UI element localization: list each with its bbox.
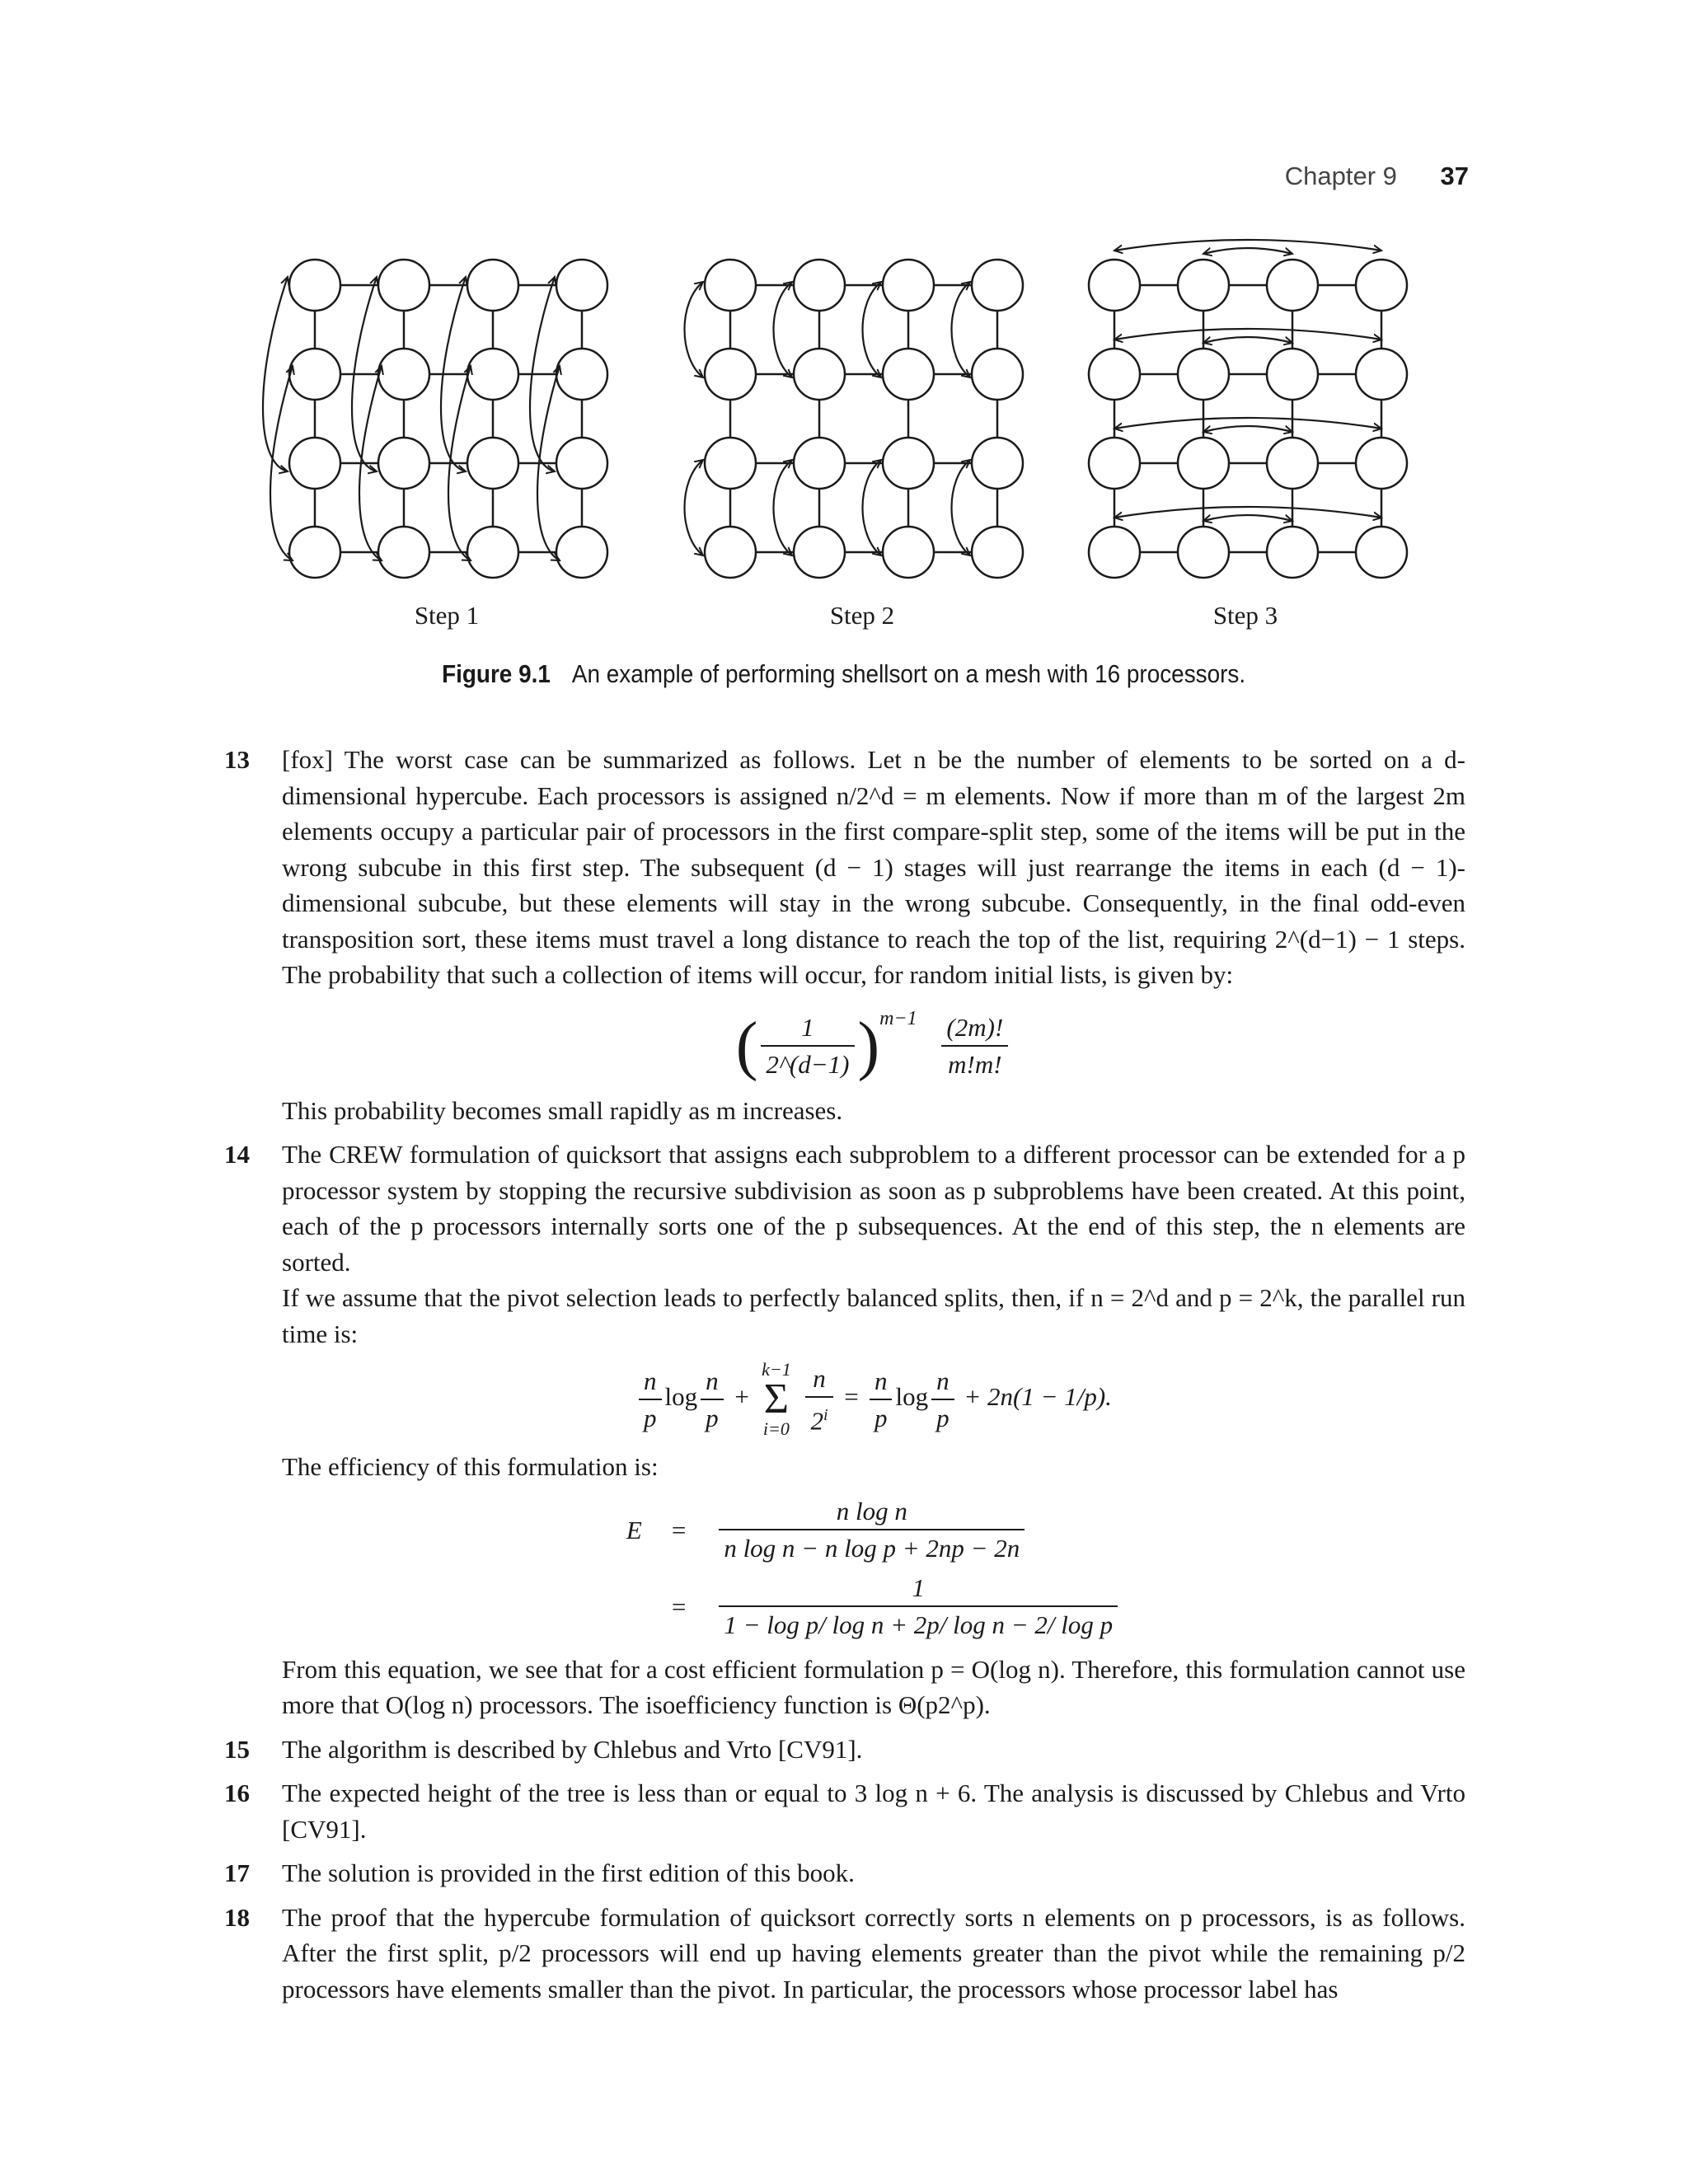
processor-node — [1178, 438, 1229, 489]
eq-numerator: 1 — [761, 1010, 854, 1047]
processor-node — [1089, 260, 1140, 311]
processor-node — [1178, 349, 1229, 400]
processor-node — [972, 527, 1023, 578]
solution-text: The solution is provided in the first edition of this book. — [282, 1858, 855, 1888]
processor-node — [467, 349, 518, 400]
processor-node — [378, 349, 429, 400]
eff-denominator-1: n log n − n log p + 2np − 2n — [724, 1534, 1020, 1563]
item-number: 14 — [224, 1140, 250, 1169]
processor-node — [1178, 260, 1229, 311]
solution-13 — [224, 742, 1465, 1128]
processor-node — [556, 260, 607, 311]
exchange-arrow — [1203, 515, 1292, 521]
processor-node — [883, 260, 934, 311]
item-number: 13 — [224, 745, 250, 774]
exchange-arrow — [952, 282, 971, 377]
eq-lhs: E — [626, 1515, 642, 1544]
processor-node — [794, 438, 845, 489]
mesh-2 — [705, 260, 1023, 578]
figure-caption — [84, 659, 1603, 689]
processor-node — [1356, 438, 1407, 489]
processor-node — [883, 527, 934, 578]
processor-node — [1089, 527, 1140, 578]
processor-node — [1356, 349, 1407, 400]
eq-sign: = — [671, 1591, 687, 1621]
solution-18 — [224, 1900, 1465, 2008]
processor-node — [1178, 527, 1229, 578]
processor-node — [467, 260, 518, 311]
eq-sign: = — [671, 1515, 687, 1544]
item-number: 15 — [224, 1734, 250, 1764]
processor-node — [794, 260, 845, 311]
processor-node — [378, 260, 429, 311]
processor-node — [378, 438, 429, 489]
processor-node — [556, 349, 607, 400]
processor-node — [556, 438, 607, 489]
processor-node — [883, 349, 934, 400]
solution-text: The proof that the hypercube formulation of quicksort correctly sorts n elements on p processors, is as follows. After the first split, p/2 processors will end up having elements greater than the pivot while the remaining p/2 processors have elements smaller than the pivot. In particular, the processors whose processor label has — [282, 1902, 1465, 2004]
solution-17 — [224, 1855, 1465, 1891]
processor-node — [378, 527, 429, 578]
solution-text-4: From this equation, we see that for a cost efficient formulation p = O(log n). Therefore, this formulation cannot use more that O(log n) processors. The isoefficiency function is Θ(p2^p). — [282, 1654, 1465, 1720]
processor-node — [289, 349, 340, 400]
eff-numerator-1: n log n — [719, 1493, 1025, 1531]
processor-node — [289, 527, 340, 578]
eq2-numerator: (2m)! — [941, 1010, 1008, 1047]
solution-text: [fox] The worst case can be summarized as follows. Let n be the number of elements to be sorted on a d-dimensional hypercube. Each processors is assigned n/2^d = m elements. Now if more than m of the largest 2m elements occupy a particular pair of processors in the first compare-split step, some of the items will be put in the wrong subcube in this first step. The subsequent (d − 1) stages will just rearrange the items in each (d − 1)-dimensional subcube, but these elements will stay in the wrong subcube. Consequently, in the final odd-even transposition sort, these items must travel a long distance to reach the top of the list, requiring 2^(d−1) − 1 steps. The probability that such a collection of items will occur, for random initial lists, is given by: — [282, 745, 1465, 989]
item-number: 18 — [224, 1902, 250, 1932]
shellsort-mesh-figure — [0, 0, 1688, 659]
processor-node — [705, 260, 756, 311]
processor-node — [1089, 349, 1140, 400]
processor-node — [556, 527, 607, 578]
exchange-arrow — [1203, 248, 1292, 254]
exchange-arrow — [952, 460, 971, 555]
step-1-label: Step 1 — [414, 601, 480, 630]
exchange-arrow — [685, 282, 704, 377]
eq-tail: + 2n(1 − 1/p). — [964, 1382, 1112, 1412]
solution-text: The expected height of the tree is less than or equal to 3 log n + 6. The analysis is discussed by Chlebus and Vrto [CV91]. — [282, 1779, 1465, 1844]
solution-15 — [224, 1732, 1465, 1768]
processor-node — [972, 349, 1023, 400]
eff-denominator-2: 1 − log p/ log n + 2p/ log n − 2/ log p — [724, 1610, 1114, 1640]
eq-exponent: m−1 — [879, 1007, 917, 1029]
processor-node — [972, 260, 1023, 311]
processor-node — [467, 527, 518, 578]
sum-lower-limit: i=0 — [762, 1418, 790, 1440]
processor-node — [794, 349, 845, 400]
processor-node — [1356, 260, 1407, 311]
processor-node — [467, 438, 518, 489]
sum-upper-limit: k−1 — [762, 1359, 791, 1380]
processor-node — [705, 438, 756, 489]
exchange-arrow — [863, 460, 882, 555]
solutions-body — [224, 742, 1465, 2015]
processor-node — [883, 438, 934, 489]
exchange-arrow — [685, 460, 704, 555]
processor-node — [972, 438, 1023, 489]
solution-14 — [224, 1137, 1465, 1723]
eq2-denominator: m!m! — [948, 1050, 1002, 1080]
exchange-arrow — [1203, 337, 1292, 343]
solution-after-text: This probability becomes small rapidly as m increases. — [282, 1095, 843, 1125]
solution-text: The algorithm is described by Chlebus and Vrto [CV91]. — [282, 1734, 863, 1764]
exchange-arrow — [863, 282, 882, 377]
chapter-label: Chapter 9 — [1284, 162, 1397, 190]
processor-node — [705, 349, 756, 400]
probability-equation: ( $\frac{1}{2\^{}(d-1)}$ )$^{m-1}$ $\frac{(2m)!}{m!m!}$ — [282, 1001, 1465, 1083]
item-number: 17 — [224, 1858, 250, 1888]
processor-node — [1267, 260, 1318, 311]
processor-node — [705, 527, 756, 578]
exchange-arrow — [774, 460, 793, 555]
item-number: 16 — [224, 1779, 250, 1808]
mesh-1 — [289, 260, 607, 578]
caption-label: Figure 9.1 — [442, 659, 551, 688]
exchange-arrow — [1203, 426, 1292, 432]
processor-node — [1356, 527, 1407, 578]
step-2-label: Step 2 — [829, 601, 895, 630]
processor-node — [794, 527, 845, 578]
eq-denominator: 2^(d−1) — [766, 1050, 850, 1080]
exchange-arrow — [774, 282, 793, 377]
processor-node — [1267, 349, 1318, 400]
processor-node — [1089, 438, 1140, 489]
solution-text-1: The CREW formulation of quicksort that assigns each subproblem to a different processor can be extended for a p processor system by stopping the recursive subdivision as soon as p subproblems have been created. At this point, each of the p processors internally sorts one of the p subsequences. At the end of this step, the n elements are sorted. — [282, 1140, 1465, 1277]
run-time-equation: $\frac{n}{p}$ log $\frac{n}{p}$ + k−1 Σ i=0 $\frac{n}{2^i}$ = $\frac{n}{p}$ log $\frac{n}{p}$ + 2n(1 − 1/p). — [282, 1360, 1465, 1439]
efficiency-equation — [612, 1492, 1136, 1645]
solution-text-2: If we assume that the pivot selection leads to perfectly balanced splits, then, if n = 2^d and p = 2^k, the parallel run time is: — [282, 1283, 1465, 1348]
processor-node — [1267, 527, 1318, 578]
processor-node — [289, 260, 340, 311]
processor-node — [1267, 438, 1318, 489]
step-3-label: Step 3 — [1212, 601, 1278, 630]
solution-16 — [224, 1775, 1465, 1847]
caption-text: An example of performing shellsort on a mesh with 16 processors. — [571, 659, 1246, 688]
eff-numerator-2: 1 — [719, 1570, 1118, 1608]
solution-text-3: The efficiency of this formulation is: — [282, 1452, 659, 1482]
processor-node — [289, 438, 340, 489]
page-number: 37 — [1440, 162, 1469, 190]
